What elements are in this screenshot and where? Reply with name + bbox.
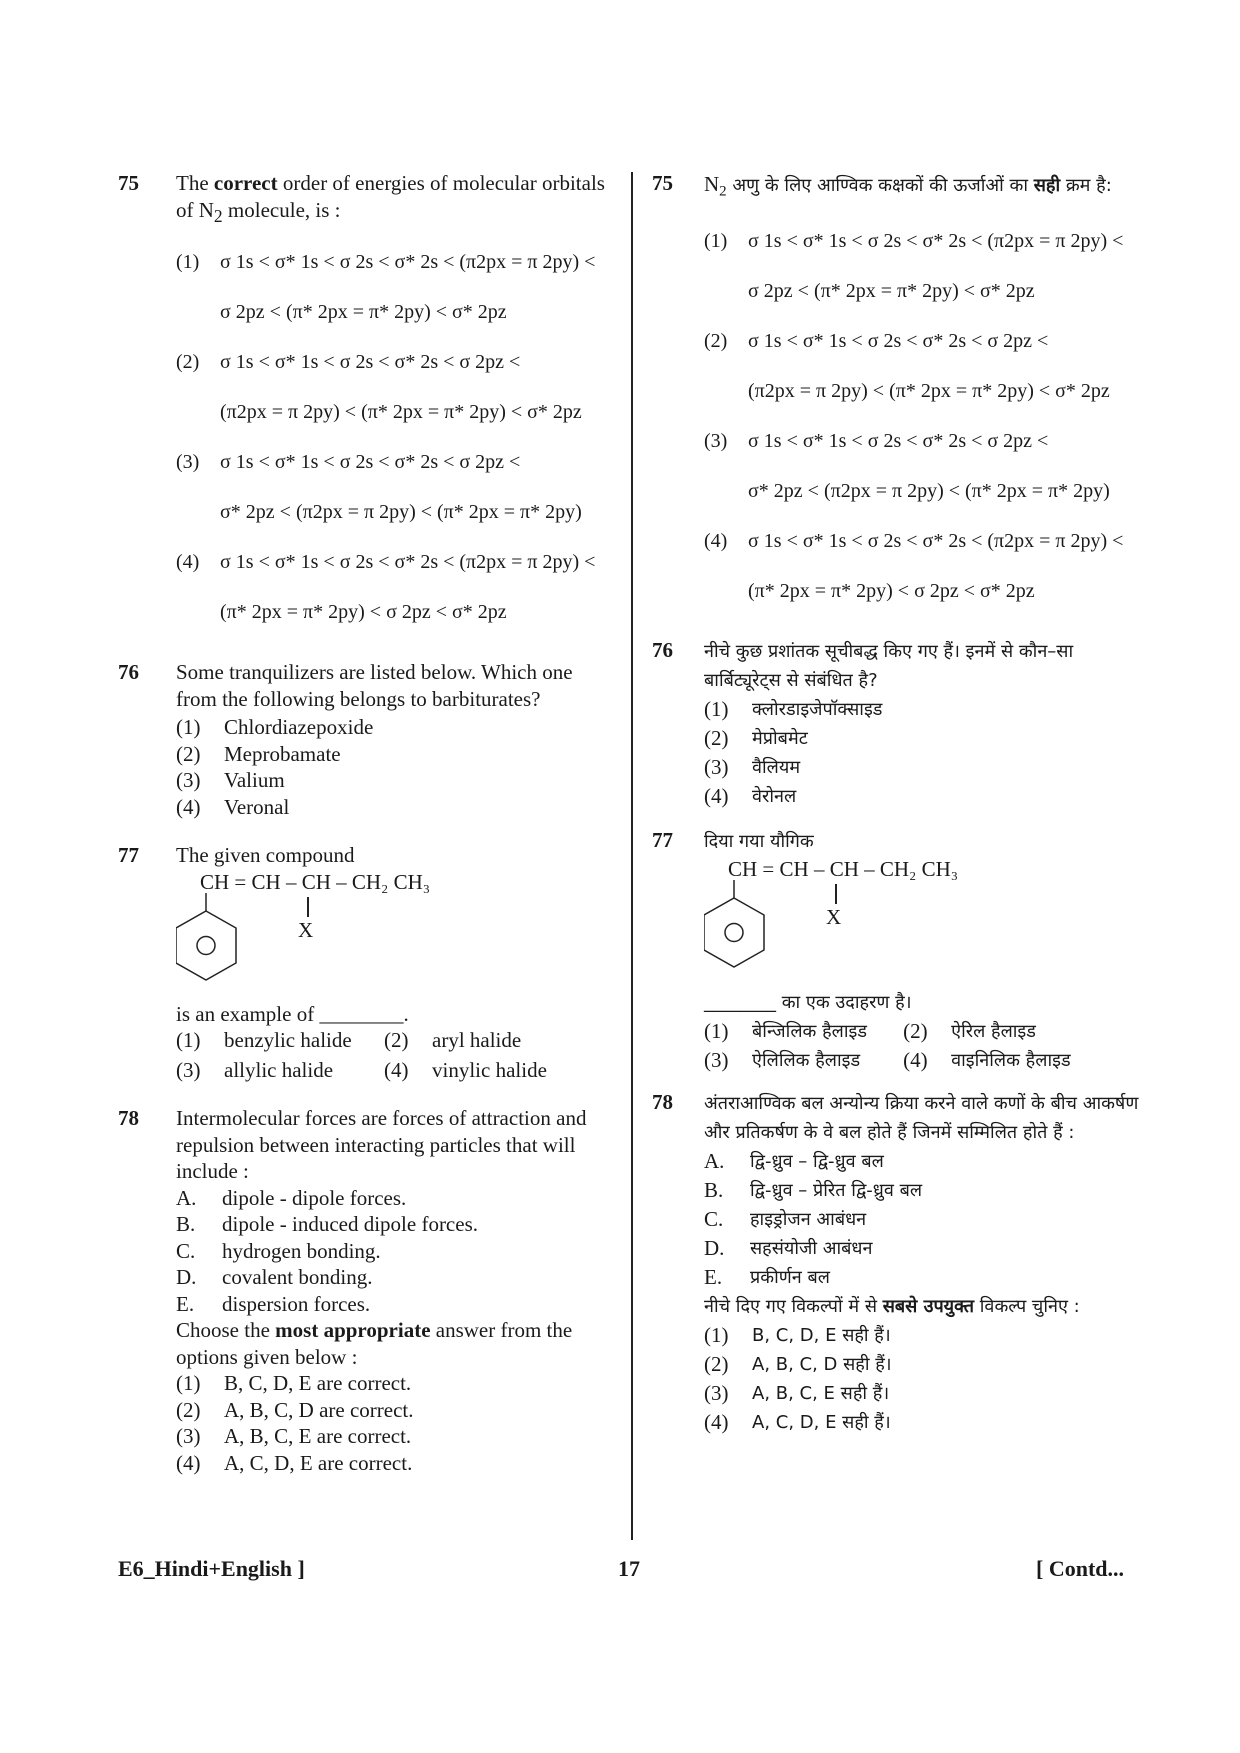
option-4[interactable]: (4) σ 1s < σ* 1s < σ 2s < σ* 2s < (π2px = π 2py) <	[176, 550, 596, 573]
option-3-cont: σ* 2pz < (π2px = π 2py) < (π* 2px = π* 2py)	[748, 480, 1110, 503]
bond-line	[307, 897, 309, 917]
question-77	[118, 842, 616, 1083]
option-4-cont: (π* 2px = π* 2py) < σ 2pz < σ* 2pz	[748, 580, 1035, 603]
option-3[interactable]: (3) Valium	[176, 768, 285, 793]
list-item-b: B. dipole - induced dipole forces.	[176, 1212, 478, 1237]
english-column	[118, 170, 616, 1476]
option-4[interactable]: (4) वाइनिलिक हैलाइड	[903, 1047, 1071, 1072]
footer-paper-code: E6_Hindi+English ]	[118, 1556, 305, 1581]
option-4[interactable]: (4) A, C, D, E सही हैं।	[704, 1409, 891, 1434]
option-4[interactable]: (4) vinylic halide	[384, 1057, 547, 1082]
side-chain: CH = CH – CH – CH₂ CH₃	[200, 869, 431, 894]
option-2[interactable]: (2) Meprobamate	[176, 741, 341, 766]
question-text: नीचे कुछ प्रशांतक सूचीबद्ध किए गए हैं। इनमें से कौन–सा बार्बिट्यूरेट्स से संबंधित है?	[704, 640, 1074, 691]
list-item-b: B. द्वि-ध्रुव – प्रेरित द्वि-ध्रुव बल	[704, 1177, 923, 1202]
option-4[interactable]: (4) Veronal	[176, 794, 290, 819]
question-number: 76	[652, 637, 673, 662]
options	[176, 237, 616, 637]
option-3[interactable]: (3) σ 1s < σ* 1s < σ 2s < σ* 2s < σ 2pz <	[176, 450, 521, 473]
question-number: 75	[118, 171, 139, 195]
list-item-e: E. प्रकीर्णन बल	[704, 1264, 830, 1289]
question-text: Intermolecular forces are forces of attraction and repulsion between interacting particles that will include :	[176, 1106, 587, 1184]
list-item-a: A. dipole - dipole forces.	[176, 1185, 407, 1210]
question-number: 76	[118, 660, 139, 685]
option-4[interactable]: (4) σ 1s < σ* 1s < σ 2s < σ* 2s < (π2px = π 2py) <	[704, 530, 1124, 553]
list-item-d: D. covalent bonding.	[176, 1265, 373, 1290]
choose-instruction: नीचे दिए गए विकल्पों में से सबसे उपयुक्त विकल्प चुनिए :	[704, 1295, 1080, 1317]
option-2[interactable]: (2) σ 1s < σ* 1s < σ 2s < σ* 2s < σ 2pz <	[176, 350, 521, 373]
option-3[interactable]: (3) वैलियम	[704, 754, 801, 779]
question-75	[118, 170, 616, 637]
column-divider	[631, 172, 633, 1540]
question-78	[118, 1105, 616, 1476]
list-item-c: C. hydrogen bonding.	[176, 1238, 381, 1263]
question-75-hindi	[652, 170, 1152, 617]
question-text: $N_2$ अणु के लिए आण्विक कक्षकों की ऊर्जाओं का सही क्रम है:	[704, 172, 1112, 200]
question-number: 77	[118, 843, 139, 868]
question-77-hindi	[652, 827, 1152, 1075]
question-text: दिया गया यौगिक	[704, 830, 814, 852]
option-2[interactable]: (2) मेप्रोबमेट	[704, 725, 808, 750]
question-text: Some tranquilizers are listed below. Which one from the following belongs to barbiturates?	[176, 660, 573, 711]
list-item-d: D. सहसंयोजी आबंधन	[704, 1235, 873, 1260]
option-3[interactable]: (3) A, B, C, E are correct.	[176, 1424, 412, 1449]
list-item-e: E. dispersion forces.	[176, 1291, 371, 1316]
option-1[interactable]: (1) Chlordiazepoxide	[176, 715, 374, 740]
option-3-cont: σ* 2pz < (π2px = π 2py) < (π* 2px = π* 2py)	[220, 500, 582, 523]
option-1[interactable]: (1) B, C, D, E सही हैं।	[704, 1322, 891, 1347]
footer-contd: [ Contd...	[1036, 1556, 1125, 1581]
question-number: 78	[652, 1089, 673, 1114]
question-tail: is an example of ________.	[176, 1001, 409, 1026]
question-number: 77	[652, 827, 673, 852]
option-2[interactable]: (2) aryl halide	[384, 1028, 522, 1053]
compound-structure	[176, 869, 616, 1001]
option-3[interactable]: (3) A, B, C, E सही हैं।	[704, 1380, 890, 1405]
option-1-cont: σ 2pz < (π* 2px = π* 2py) < σ* 2pz	[748, 280, 1035, 303]
choose-instruction: Choose the most appropriate answer from the options given below :	[176, 1318, 573, 1369]
list-item-c: C. हाइड्रोजन आबंधन	[704, 1206, 867, 1231]
side-chain: CH = CH – CH – CH₂ CH₃	[728, 856, 959, 881]
option-2-cont: (π2px = π 2py) < (π* 2px = π* 2py) < σ* 2pz	[220, 400, 582, 423]
option-4-cont: (π* 2px = π* 2py) < σ 2pz < σ* 2pz	[220, 600, 507, 623]
question-text: अंतराआण्विक बल अन्योन्य क्रिया करने वाले कणों के बीच आकर्षण और प्रतिकर्षण के वे बल होते हैं जिनमें सम्मिलित होते हैं :	[704, 1092, 1139, 1143]
option-2[interactable]: (2) σ 1s < σ* 1s < σ 2s < σ* 2s < σ 2pz <	[704, 330, 1049, 353]
benzene-ring-icon	[176, 893, 256, 999]
question-text: The correct order of energies of molecular orbitals of $N_2$ molecule, is :	[176, 171, 605, 226]
option-1[interactable]: (1) B, C, D, E are correct.	[176, 1371, 412, 1396]
option-1[interactable]: (1) σ 1s < σ* 1s < σ 2s < σ* 2s < (π2px = π 2py) <	[176, 250, 596, 273]
option-3[interactable]: (3) allylic halide	[176, 1057, 334, 1082]
question-76-hindi	[652, 637, 1152, 811]
compound-structure	[704, 856, 1152, 988]
benzene-ring-icon	[704, 880, 784, 986]
option-2[interactable]: (2) A, B, C, D are correct.	[176, 1397, 414, 1422]
list-item-a: A. द्वि-ध्रुव – द्वि-ध्रुव बल	[704, 1148, 884, 1173]
question-number: 78	[118, 1106, 139, 1131]
option-4[interactable]: (4) A, C, D, E are correct.	[176, 1450, 413, 1475]
question-tail: ________ का एक उदाहरण है।	[704, 991, 912, 1013]
hindi-column	[652, 170, 1152, 1437]
halogen-label: X	[826, 904, 842, 929]
option-3[interactable]: (3) ऐलिलिक हैलाइड	[704, 1047, 861, 1072]
question-text: The given compound	[176, 843, 355, 868]
option-1[interactable]: (1) क्लोरडाइजेपॉक्साइड	[704, 696, 883, 721]
question-number: 75	[652, 171, 673, 195]
option-2-cont: (π2px = π 2py) < (π* 2px = π* 2py) < σ* 2pz	[748, 380, 1110, 403]
option-2[interactable]: (2) ऐरिल हैलाइड	[903, 1018, 1036, 1043]
option-4[interactable]: (4) वेरोनल	[704, 783, 797, 808]
option-1-cont: σ 2pz < (π* 2px = π* 2py) < σ* 2pz	[220, 300, 507, 323]
page-number: 17	[618, 1556, 640, 1581]
option-2[interactable]: (2) A, B, C, D सही हैं।	[704, 1351, 892, 1376]
question-76	[118, 659, 616, 820]
option-1[interactable]: (1) σ 1s < σ* 1s < σ 2s < σ* 2s < (π2px = π 2py) <	[704, 230, 1124, 253]
option-1[interactable]: (1) बेन्जिलिक हैलाइड	[704, 1018, 867, 1043]
option-1[interactable]: (1) benzylic halide	[176, 1028, 352, 1053]
question-78-hindi	[652, 1089, 1152, 1437]
bond-line	[835, 884, 837, 904]
halogen-label: X	[298, 917, 314, 942]
option-3[interactable]: (3) σ 1s < σ* 1s < σ 2s < σ* 2s < σ 2pz <	[704, 430, 1049, 453]
